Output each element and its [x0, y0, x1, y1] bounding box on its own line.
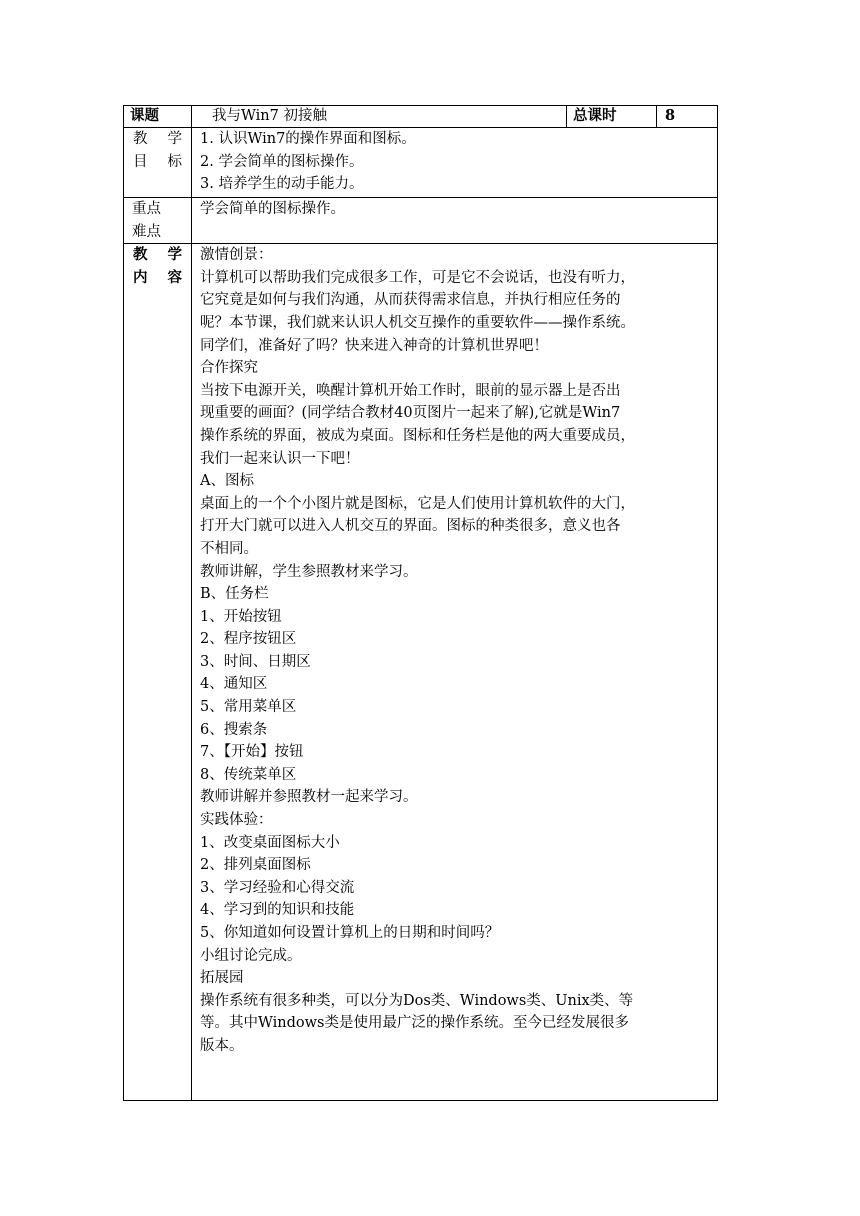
content-label-char: 教 [133, 247, 148, 264]
content-line: B、任务栏 [200, 586, 269, 603]
content-line: 2、排列桌面图标 [200, 857, 311, 874]
goals-row [124, 128, 718, 198]
content-line: 3、学习经验和心得交流 [200, 879, 355, 896]
key-points-text: 学会简单的图标操作。 [192, 198, 718, 244]
content-line: 5、你知道如何设置计算机上的日期和时间吗？ [200, 925, 500, 941]
content-line: 版本。 [200, 1037, 244, 1054]
goal-item: 1. 认识Win7的操作界面和图标。 [200, 131, 416, 147]
content-line: 3、时间、日期区 [200, 653, 311, 670]
content-line: 当按下电源开关，唤醒计算机开始工作时，眼前的显示器上是否出 [200, 382, 621, 399]
content-label-char: 学 [167, 247, 182, 264]
content-line: 2、程序按钮区 [200, 631, 297, 648]
content-line: 打开大门就可以进入人机交互的界面。图标的种类很多，意义也各 [200, 518, 621, 535]
goals-label-char: 目 [133, 153, 148, 170]
goals-label-char: 学 [167, 131, 182, 147]
goals-label-char: 标 [167, 153, 182, 170]
key-points-row [124, 198, 718, 244]
content-line: 我们一起来认识一下吧！ [200, 450, 360, 467]
title-label: 课题 [124, 106, 192, 128]
goals-label [124, 128, 192, 198]
content-line: 等。其中Windows类是使用最广泛的操作系统。至今已经发展很多 [200, 1015, 629, 1032]
content-line: 4、学习到的知识和技能 [200, 902, 355, 919]
content-line: 同学们，准备好了吗？快来进入神奇的计算机世界吧！ [200, 337, 548, 354]
content-line: 现重要的画面？(同学结合教材40页图片一起来了解),它就是Win7 [200, 405, 621, 422]
content-line: 6、搜索条 [200, 721, 268, 738]
content-line: 激情创景： [200, 247, 273, 264]
content-row [124, 244, 718, 1101]
content-line: 7、【开始】按钮 [200, 744, 304, 761]
content-line: 1、改变桌面图标大小 [200, 834, 340, 851]
lesson-plan-table [123, 105, 718, 1101]
key-points-label [124, 198, 192, 244]
content-line: 4、通知区 [200, 676, 268, 693]
content-line: 拓展园 [200, 970, 244, 987]
content-line: 不相同。 [200, 540, 258, 557]
content-line: 呢？本节课，我们就来认识人机交互操作的重要软件——操作系统。 [200, 314, 635, 331]
content-line: 操作系统有很多种类，可以分为Dos类、Windows类、Unix类、等 [200, 992, 634, 1009]
content-line: 合作探究 [200, 360, 258, 377]
title-row [124, 106, 718, 128]
content-line: 实践体验： [200, 812, 273, 829]
content-line: 5、常用菜单区 [200, 699, 297, 716]
content-label [124, 244, 192, 1101]
goal-item: 2. 学会简单的图标操作。 [200, 153, 364, 170]
content-line: 计算机可以帮助我们完成很多工作，可是它不会说话，也没有听力， [200, 269, 635, 286]
key-points-label-line: 难点 [132, 223, 161, 240]
content-line: 教师讲解，学生参照教材来学习。 [200, 563, 418, 580]
content-body [192, 244, 718, 1101]
goal-item: 3. 培养学生的动手能力。 [200, 176, 364, 193]
content-label-char: 内 [133, 269, 148, 286]
key-points-label-line: 重点 [132, 201, 161, 217]
hours-value: 8 [657, 106, 718, 128]
content-label-char: 容 [167, 269, 182, 286]
title-value: 我与Win7 初接触 [192, 106, 567, 128]
content-line: 教师讲解并参照教材一起来学习。 [200, 789, 418, 806]
content-line: 操作系统的界面，被成为桌面。图标和任务栏是他的两大重要成员， [200, 427, 635, 444]
content-line: 小组讨论完成。 [200, 947, 302, 964]
content-line: 桌面上的一个个小图片就是图标，它是人们使用计算机软件的大门， [200, 495, 635, 512]
goals-label-char: 教 [133, 131, 148, 147]
content-line: 8、传统菜单区 [200, 766, 297, 783]
content-line: 1、开始按钮 [200, 608, 282, 625]
hours-label: 总课时 [567, 106, 657, 128]
goals-list [192, 128, 718, 198]
content-line: A、图标 [200, 473, 254, 490]
content-line: 它究竟是如何与我们沟通，从而获得需求信息，并执行相应任务的 [200, 292, 621, 309]
